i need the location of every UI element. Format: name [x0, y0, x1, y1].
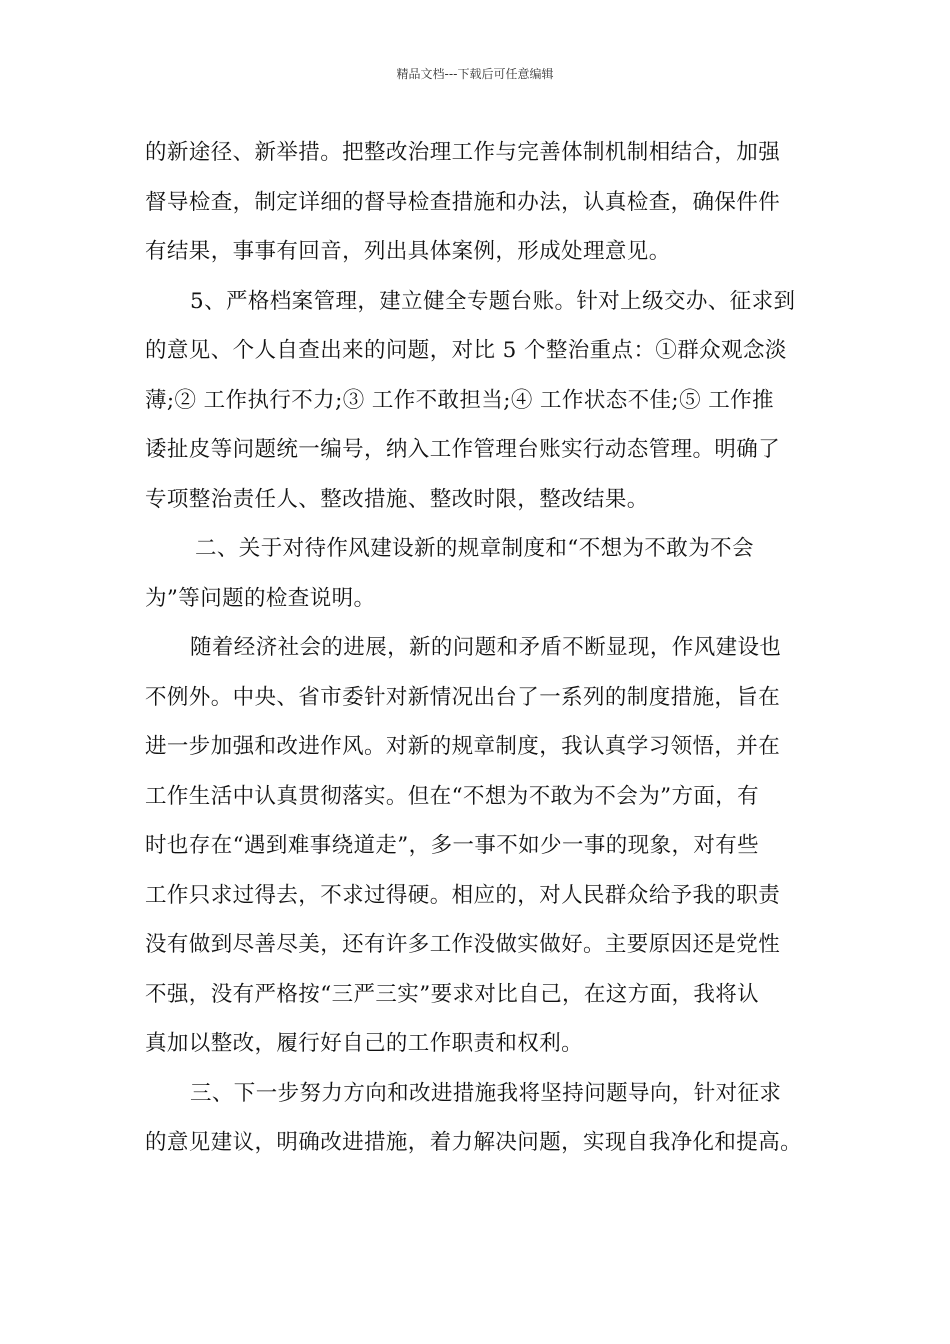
text-line: 专项整治责任人、整改措施、整改时限，整改结果。 — [145, 486, 649, 512]
text-line: 随着经济社会的进展，新的问题和矛盾不断显现，作风建设也 — [190, 635, 782, 660]
page-header: 精品文档---下载后可任意编辑 — [396, 67, 554, 81]
text-line: 工作生活中认真贯彻落实。但在“不想为不敢为不会为”方面，有 — [145, 783, 760, 809]
text-line: 二、关于对待作风建设新的规章制度和“不想为不敢为不会 — [195, 536, 754, 561]
text-line: 5、严格档案管理，建立健全专题台账。针对上级交办、征求到 — [190, 288, 796, 314]
text-line: 的意见建议，明确改进措施，着力解决问题，实现自我净化和提高。 — [145, 1130, 803, 1155]
text-line: 没有做到尽善尽美，还有许多工作没做实做好。主要原因还是党性 — [145, 932, 781, 957]
text-line: 不例外。中央、省市委针对新情况出台了一系列的制度措施，旨在 — [145, 684, 781, 710]
text-line: 为”等问题的检查说明。 — [145, 585, 376, 611]
text-line: 进一步加强和改进作风。对新的规章制度，我认真学习领悟，并在 — [145, 734, 781, 759]
text-line: 工作只求过得去，不求过得硬。相应的，对人民群众给予我的职责 — [145, 882, 781, 908]
text-line: 有结果，事事有回音，列出具体案例，形成处理意见。 — [145, 239, 671, 264]
text-line: 的新途径、新举措。把整改治理工作与完善体制机制相结合，加强 — [145, 140, 781, 165]
text-line: 三、下一步努力方向和改进措施我将坚持问题导向，针对征求 — [190, 1080, 782, 1106]
text-line: 诿扯皮等问题统一编号，纳入工作管理台账实行动态管理。明确了 — [145, 437, 781, 462]
text-line: 的意见、个人自查出来的问题，对比 5 个整治重点：①群众观念淡 — [145, 338, 787, 363]
text-line: 时也存在“遇到难事绕道走”，多一事不如少一事的现象，对有些 — [145, 833, 760, 858]
text-line: 不强，没有严格按“三严三实”要求对比自己，在这方面，我将认 — [145, 981, 760, 1007]
text-line: 薄;② 工作执行不力;③ 工作不敢担当;④ 工作状态不佳;⑤ 工作推 — [145, 387, 774, 413]
text-line: 督导检查，制定详细的督导检查措施和办法，认真检查，确保件件 — [145, 189, 781, 215]
text-line: 真加以整改，履行好自己的工作职责和权利。 — [145, 1031, 584, 1056]
document-body — [145, 128, 825, 1168]
